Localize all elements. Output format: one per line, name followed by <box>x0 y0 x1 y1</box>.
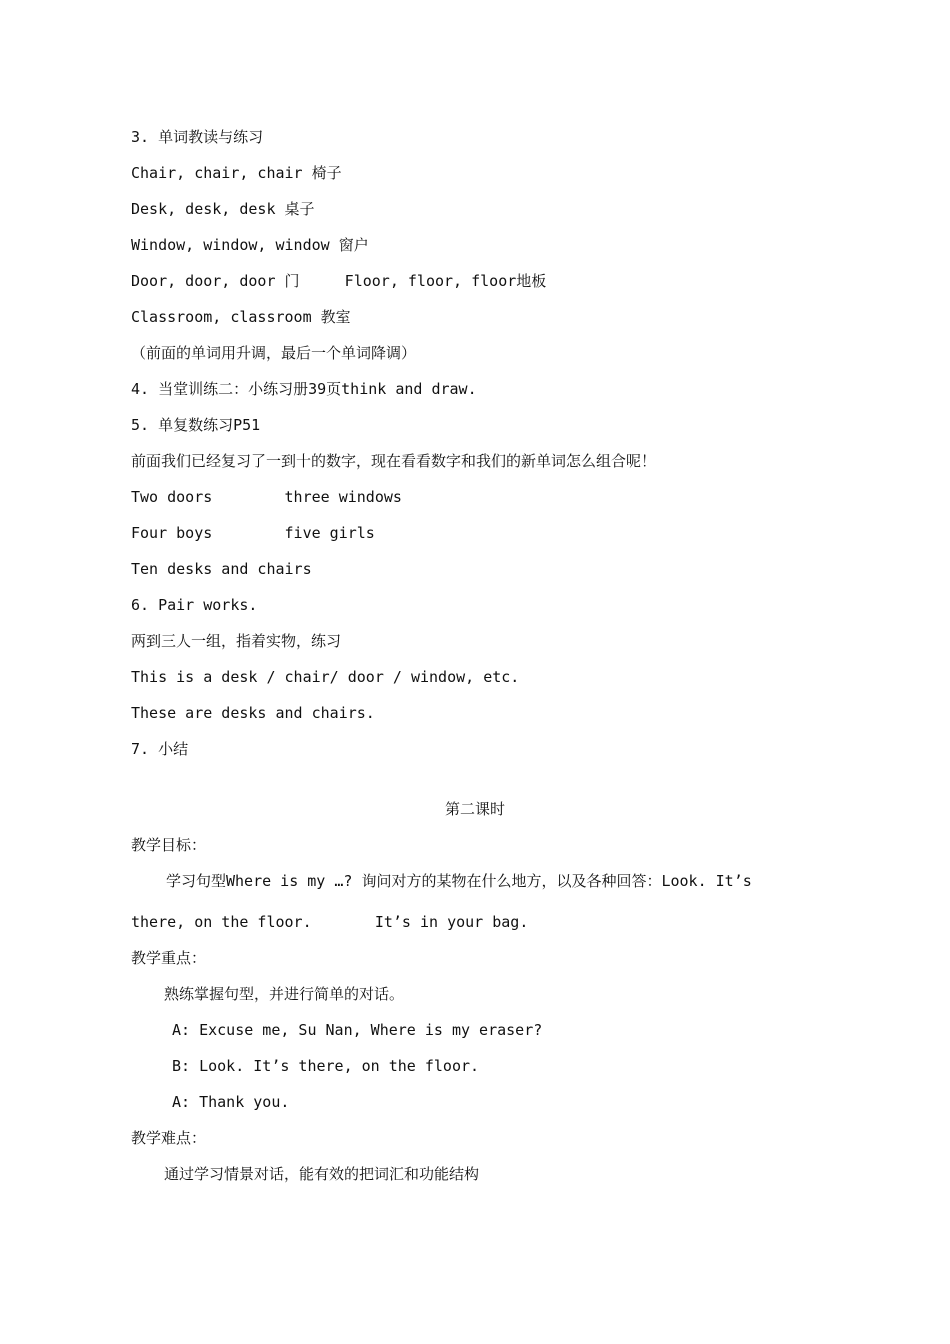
intonation-note: （前面的单词用升调，最后一个单词降调） <box>131 344 417 362</box>
difficulties-heading: 教学难点： <box>131 1129 207 1147</box>
item-4-line: 4. 当堂训练二：小练习册39页think and draw. <box>131 380 477 398</box>
dialogue-line-a1: A: Excuse me, Su Nan, Where is my eraser? <box>172 1021 543 1039</box>
word-line-classroom: Classroom, classroom 教室 <box>131 308 351 326</box>
key-points-heading: 教学重点： <box>131 949 207 967</box>
plural-example-3: Ten desks and chairs <box>131 560 312 578</box>
item-5-line: 5. 单复数练习P51 <box>131 416 261 434</box>
pair-work-instruction: 两到三人一组，指着实物，练习 <box>131 632 342 650</box>
pair-work-sentence-1: This is a desk / chair/ door / window, etc. <box>131 668 520 686</box>
objectives-heading: 教学目标： <box>131 836 207 854</box>
word-line-door-floor: Door, door, door 门 Floor, floor, floor地板 <box>131 272 547 290</box>
objectives-text-line-2: there, on the floor. It’s in your bag. <box>131 913 529 931</box>
plural-example-2: Four boys five girls <box>131 524 375 542</box>
item-6-title: 6. Pair works. <box>131 596 258 614</box>
word-line-window: Window, window, window 窗户 <box>131 236 369 254</box>
plural-example-1: Two doors three windows <box>131 488 402 506</box>
item-3-title: 3. 单词教读与练习 <box>131 128 264 146</box>
objectives-text-line-1: 学习句型Where is my …? 询问对方的某物在什么地方，以及各种回答：Look. It’s <box>166 872 752 890</box>
difficulties-text: 通过学习情景对话，能有效的把词汇和功能结构 <box>164 1165 480 1183</box>
section-title: 第二课时 <box>444 800 505 818</box>
word-line-chair: Chair, chair, chair 椅子 <box>131 164 342 182</box>
dialogue-line-b: B: Look. It’s there, on the floor. <box>172 1057 480 1075</box>
pair-work-sentence-2: These are desks and chairs. <box>131 704 375 722</box>
key-points-intro: 熟练掌握句型，并进行简单的对话。 <box>164 985 405 1003</box>
item-7-title: 7. 小结 <box>131 740 189 758</box>
dialogue-line-a2: A: Thank you. <box>172 1093 290 1111</box>
word-line-desk: Desk, desk, desk 桌子 <box>131 200 315 218</box>
numbers-intro: 前面我们已经复习了一到十的数字，现在看看数字和我们的新单词怎么组合呢！ <box>131 452 657 470</box>
